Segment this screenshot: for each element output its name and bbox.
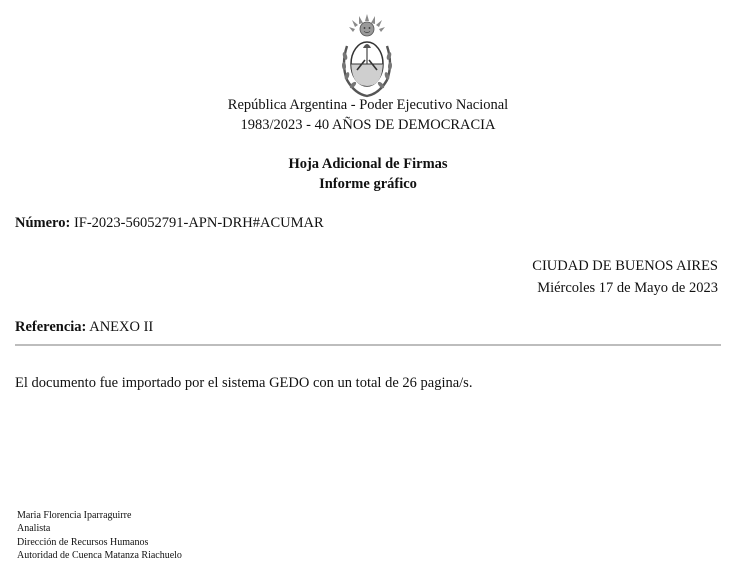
government-header: República Argentina - Poder Ejecutivo Nacional (227, 97, 509, 113)
numero-value: IF-2023-56052791-APN-DRH#ACUMAR (73, 215, 324, 231)
numero-label: Número: (15, 215, 71, 231)
referencia-field (15, 318, 153, 336)
numero-field (15, 214, 324, 232)
divider (15, 344, 721, 346)
coat-of-arms-icon (339, 12, 395, 98)
signer-role: Analista (17, 523, 51, 534)
date: Miércoles 17 de Mayo de 2023 (537, 280, 718, 296)
city: CIUDAD DE BUENOS AIRES (532, 258, 718, 274)
signer-department: Dirección de Recursos Humanos (17, 537, 149, 548)
body-text: El documento fue importado por el sistema GEDO con un total de 26 pagina/s. (15, 375, 473, 391)
document-title: Hoja Adicional de Firmas (288, 156, 448, 172)
commemoration-header: 1983/2023 - 40 AÑOS DE DEMOCRACIA (240, 117, 496, 133)
referencia-label: Referencia: (15, 319, 87, 335)
signer-organization: Autoridad de Cuenca Matanza Riachuelo (17, 550, 182, 561)
referencia-value: ANEXO II (89, 319, 154, 335)
signer-name: Maria Florencia Iparraguirre (17, 510, 132, 521)
document-subtitle: Informe gráfico (319, 176, 417, 192)
